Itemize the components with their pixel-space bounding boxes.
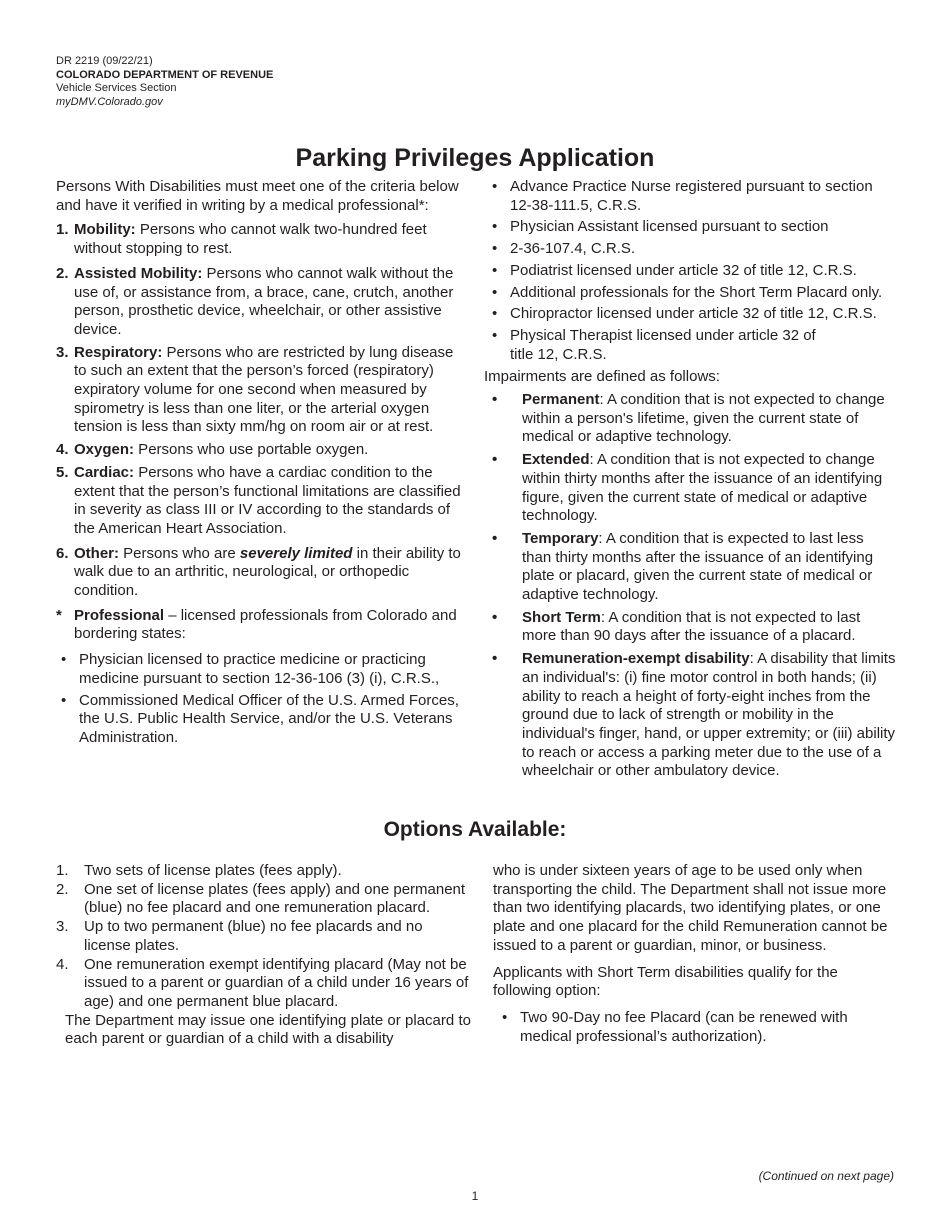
professional-item [484, 240, 896, 259]
option-item [56, 881, 471, 918]
impairment-text: : A disability that limits an individual's: (i) fine motor control in both hands; (ii) ability to reach a height of forty-eight inches from the ground due to lack of strength or mobility in the individual's finger, hand, or upper extremity; or (iii) ability to reach or access a parking meter due to the use of a wheelchair or other ambulatory device. [522, 650, 896, 780]
professional-term: Professional [74, 606, 165, 624]
asterisk-mark: * [56, 606, 62, 624]
impairment-item [484, 609, 896, 646]
impairment-term: Remuneration-exempt disability [522, 650, 750, 668]
impairment-text: : A condition that is not expected to last more than 90 days after the issuance of a placard. [522, 608, 861, 645]
option-text: One remuneration exempt identifying placard (May not be issued to a parent or guardian of a child under 16 years of age) and one permanent blue placard. [84, 955, 469, 1010]
impairment-item [484, 391, 896, 447]
impairment-term: Extended [522, 451, 590, 469]
professional-item [484, 327, 896, 364]
options-paragraph-start: The Department may issue one identifying plate or placard to each parent or guardian of a child with a disability [65, 1011, 471, 1048]
professional-text: Physical Therapist licensed under article 32 of title 12, C.R.S. [510, 326, 816, 363]
professional-text: Podiatrist licensed under article 32 of title 12, C.R.S. [510, 261, 857, 279]
professional-text: Advance Practice Nurse registered pursuant to section 12-38-111.5, C.R.S. [510, 178, 873, 214]
professional-text: Chiropractor licensed under article 32 of title 12, C.R.S. [510, 305, 877, 323]
options-left-column [56, 862, 471, 1049]
option-number: 4. [56, 955, 69, 973]
impairment-item [484, 451, 896, 526]
professional-definition [56, 607, 466, 644]
criteria-text: in their ability to walk due to an arthritic, neurological, or orthopedic condition. [74, 544, 461, 600]
website-text: myDMV.Colorado.gov [56, 95, 163, 108]
professionals-list-right [484, 178, 896, 364]
criteria-item [56, 344, 466, 438]
professional-item [484, 305, 896, 324]
bullet-icon: • [492, 283, 498, 301]
criteria-number: 2. [56, 264, 69, 282]
option-text: Up to two permanent (blue) no fee placards and no license plates. [84, 918, 423, 954]
criteria-text: Persons who have a cardiac condition to the extent that the person’s functional limitations are classified in severity as class III or IV according to the standards of the American Heart Association. [74, 463, 461, 537]
criteria-text: Persons who use portable oxygen. [134, 441, 369, 459]
bullet-icon: • [492, 391, 498, 409]
professional-text: Additional professionals for the Short Term Placard only. [510, 283, 883, 301]
option-number: 2. [56, 880, 69, 898]
options-paragraph-end: who is under sixteen years of age to be used only when transporting the child. The Department shall not issue more than two identifying placards, two identifying plates, or one plate and one placard for the child Remuneration cannot be issued to a parent or guardian, minor, or business. [493, 862, 888, 954]
option-item [56, 956, 471, 1012]
option-item [56, 918, 471, 955]
impairment-term: Temporary [522, 529, 599, 547]
intro-text: Persons With Disabilities must meet one of the criteria below and have it verified in writing by a medical professional*: [56, 178, 459, 214]
professional-item [56, 651, 466, 688]
criteria-text: Persons who cannot walk two-hundred feet without stopping to rest. [74, 221, 427, 258]
professional-item [484, 262, 896, 281]
professional-item [56, 692, 466, 748]
criteria-list [56, 221, 466, 644]
bullet-icon: • [492, 451, 498, 469]
short-term-option-item [493, 1009, 895, 1046]
bullet-icon: • [61, 691, 67, 709]
impairment-term: Short Term [522, 608, 601, 626]
bullet-icon: • [492, 650, 498, 668]
criteria-term: Oxygen: [74, 441, 135, 459]
criteria-term: Mobility: [74, 221, 136, 239]
bullet-icon: • [492, 305, 498, 323]
option-number: 3. [56, 918, 69, 936]
criteria-term: Respiratory: [74, 343, 163, 361]
professional-item [484, 218, 896, 237]
page-number: 1 [471, 1189, 479, 1203]
criteria-term: Other: [74, 544, 119, 562]
criteria-term: Assisted Mobility: [74, 264, 203, 282]
criteria-number: 6. [56, 544, 69, 562]
impairment-text: : A condition that is not expected to change within thirty months after the issuance of an identifying figure, given the current state of medical or adaptive technology. [522, 451, 883, 525]
criteria-number: 5. [56, 463, 69, 481]
professional-item [484, 178, 896, 215]
professional-text: Physician Assistant licensed pursuant to section [510, 218, 829, 236]
impairment-text: : A condition that is not expected to change within a person's lifetime, given the current state of medical or adaptive technology. [522, 391, 885, 446]
form-id: DR 2219 (09/22/21) [56, 55, 153, 67]
professional-text: 2-36-107.4, C.R.S. [510, 240, 636, 258]
impairment-term: Permanent [522, 391, 600, 409]
bullet-icon: • [492, 240, 498, 258]
bullet-icon: • [492, 326, 498, 344]
short-term-intro: Applicants with Short Term disabilities qualify for the following option: [493, 963, 838, 1000]
bullet-icon: • [502, 1008, 508, 1026]
impairment-item [484, 650, 896, 781]
short-term-options-list [493, 1009, 895, 1046]
form-header [56, 55, 273, 109]
professional-text: – licensed professionals from Colorado and bordering states: [74, 606, 457, 643]
bullet-icon: • [492, 529, 498, 547]
agency-name: COLORADO DEPARTMENT OF REVENUE [56, 68, 274, 81]
impairment-item [484, 530, 896, 605]
impairments-intro: Impairments are defined as follows: [484, 368, 720, 386]
option-text: One set of license plates (fees apply) and one permanent (blue) no fee placard and one remuneration placard. [84, 880, 466, 917]
options-list [56, 862, 471, 1012]
right-column [484, 178, 896, 781]
option-text: Two sets of license plates (fees apply). [84, 862, 342, 879]
page-title: Parking Privileges Application [295, 144, 655, 172]
criteria-number: 4. [56, 441, 69, 459]
option-item [56, 862, 471, 881]
left-column [56, 178, 466, 748]
short-term-option-text: Two 90-Day no fee Placard (can be renewed with medical professional’s authorization). [520, 1008, 848, 1045]
impairment-text: : A condition that is expected to last less than thirty months after the issuance of an identifying plate or placard, given the current state of medical or adaptive technology. [522, 529, 874, 604]
options-title: Options Available: [383, 818, 567, 841]
section-name: Vehicle Services Section [56, 82, 177, 94]
criteria-term: Cardiac: [74, 463, 135, 481]
criteria-item [56, 221, 466, 258]
professionals-list-left [56, 651, 466, 748]
criteria-number: 1. [56, 221, 69, 239]
criteria-text: Persons who are restricted by lung disease to such an extent that the person’s forced (respiratory) expiratory volume for one second when measured by spirometry is less than one liter, or the arterial oxygen tension is less than sixty mm/hg on room air or at rest. [74, 343, 454, 436]
criteria-text: Persons who are [119, 544, 240, 562]
professional-text: Commissioned Medical Officer of the U.S. Armed Forces, the U.S. Public Health Service, and/or the U.S. Veterans Administration. [79, 691, 459, 746]
criteria-item [56, 265, 466, 340]
continued-note: (Continued on next page) [758, 1169, 894, 1183]
bullet-icon: • [492, 218, 498, 236]
bullet-icon: • [492, 178, 498, 195]
criteria-item [56, 464, 466, 539]
options-right-column [493, 862, 895, 1046]
criteria-emphasis: severely limited [239, 544, 353, 562]
criteria-number: 3. [56, 343, 69, 361]
criteria-text: Persons who cannot walk without the use of, or assistance from, a brace, cane, crutch, another person, prosthetic device, wheelchair, or other assistive device. [74, 264, 454, 338]
bullet-icon: • [492, 608, 498, 626]
criteria-item [56, 545, 466, 601]
professional-text: Physician licensed to practice medicine or practicing medicine pursuant to section 12-36-106 (3) (i), C.R.S., [79, 651, 440, 687]
criteria-item [56, 441, 466, 460]
bullet-icon: • [492, 261, 498, 279]
option-number: 1. [56, 862, 69, 879]
bullet-icon: • [61, 651, 67, 669]
impairments-list [484, 391, 896, 781]
professional-item [484, 284, 896, 303]
